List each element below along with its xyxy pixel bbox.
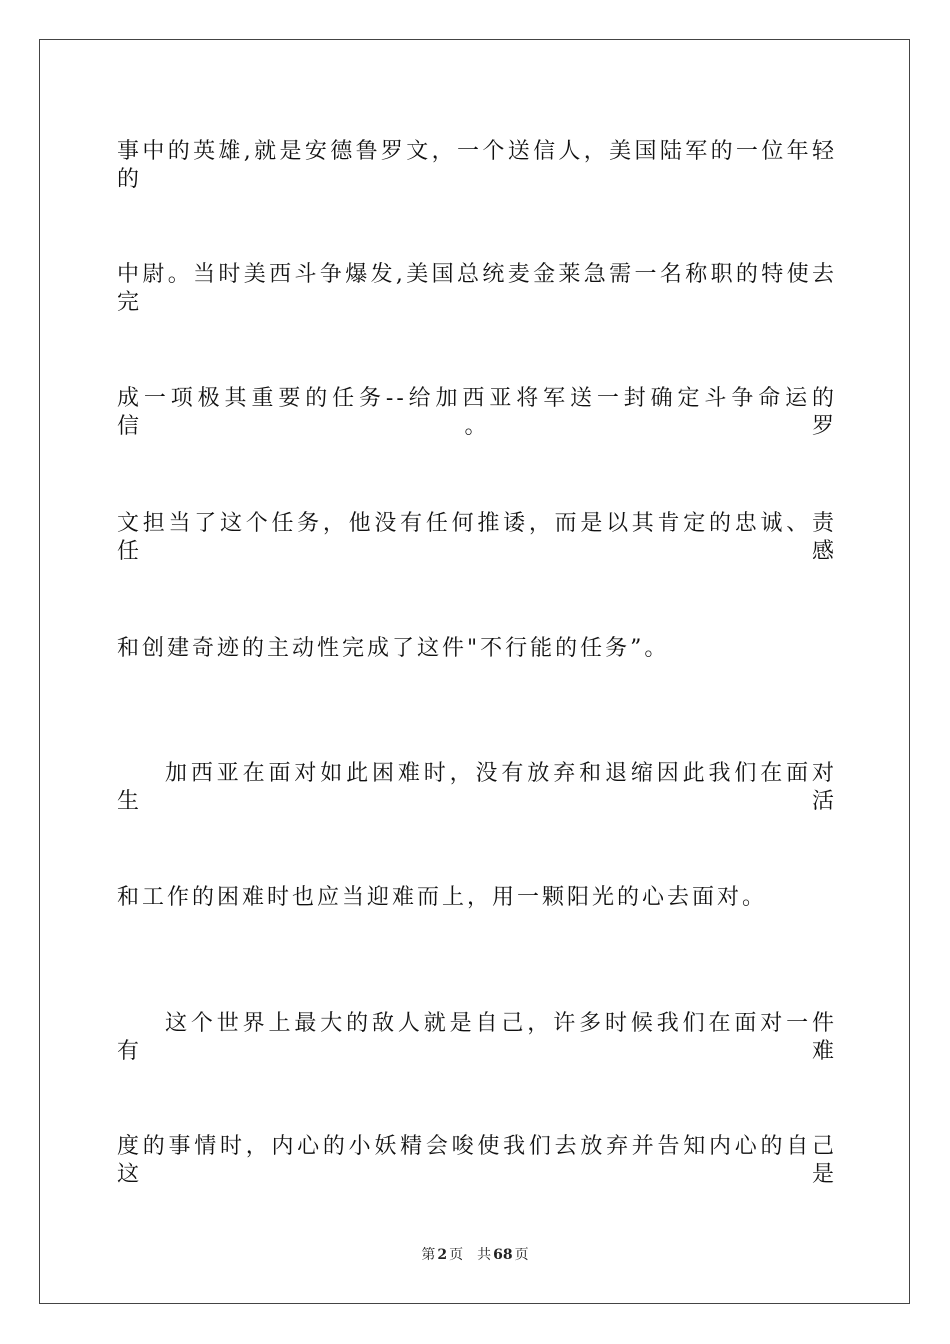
body-line-4: 文担当了这个任务，他没有任何推诿，而是以其肯定的忠诚、责任感 (117, 511, 837, 564)
footer-total-prefix: 共 (477, 1247, 492, 1263)
paragraph-3-line-1: 这个世界上最大的敌人就是自己，许多时候我们在面对一件有难 (117, 1011, 837, 1064)
body-line-2: 中尉。当时美西斗争爆发,美国总统麦金莱急需一名称职的特使去完 (117, 262, 837, 315)
body-line-3: 成一项极其重要的任务--给加西亚将军送一封确定斗争命运的信。罗 (117, 386, 837, 439)
paragraph-2-line-2: 和工作的困难时也应当迎难而上，用一颗阳光的心去面对。 (117, 885, 768, 910)
footer-page-suffix: 页 (449, 1247, 464, 1263)
footer-total-number: 68 (493, 1247, 513, 1263)
page-border (39, 39, 910, 1304)
body-line-5: 和创建奇迹的主动性完成了这件"不行能的任务”。 (117, 636, 670, 661)
footer-page-number: 2 (437, 1247, 448, 1263)
footer-total-suffix: 页 (514, 1247, 529, 1263)
paragraph-2-line-1: 加西亚在面对如此困难时，没有放弃和退缩因此我们在面对生活 (117, 761, 837, 814)
paragraph-3-line-2: 度的事情时，内心的小妖精会唆使我们去放弃并告知内心的自己这是 (117, 1134, 837, 1187)
page-footer (0, 1246, 950, 1264)
body-line-1: 事中的英雄,就是安德鲁罗文，一个送信人，美国陆军的一位年轻的 (117, 139, 837, 192)
footer-page-prefix: 第 (421, 1247, 436, 1263)
